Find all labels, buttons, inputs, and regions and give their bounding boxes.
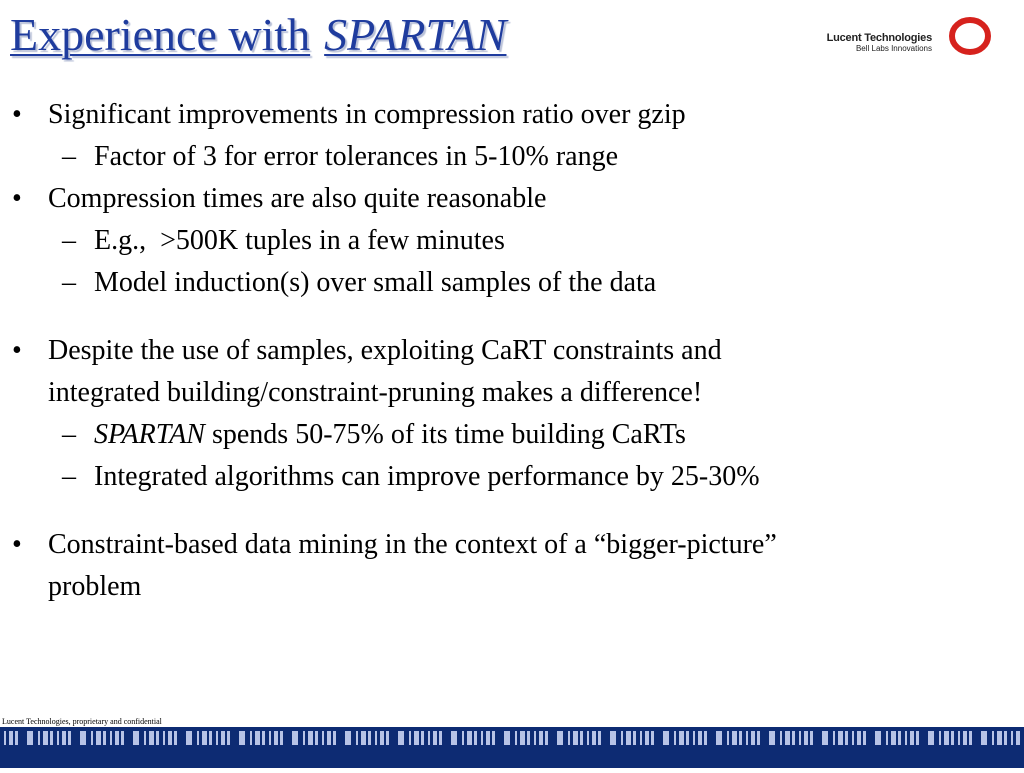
sub-bullet-text: spends 50-75% of its time building CaRTs	[204, 419, 686, 450]
bullet-marker: •	[12, 99, 22, 130]
bullet-text: Despite the use of samples, exploiting CaRT constraints and	[48, 335, 722, 366]
bullet-marker: •	[12, 335, 22, 366]
sub-bullet-text: Integrated algorithms can improve performance by 25-30%	[94, 461, 760, 492]
title-main: Experience with	[10, 9, 311, 60]
logo-text	[827, 33, 932, 53]
bullet-text: Compression times are also quite reasonable	[48, 183, 547, 214]
dash-marker: –	[62, 419, 76, 450]
dash-marker: –	[62, 267, 76, 298]
sub-bullet-text: E.g., >500K tuples in a few minutes	[94, 225, 505, 256]
dash-marker: –	[62, 141, 76, 172]
sub-bullet-item	[0, 136, 1024, 178]
bullet-marker: •	[12, 183, 22, 214]
bullet-text-cont: integrated building/constraint-pruning makes a difference!	[48, 377, 703, 408]
sub-bullet-emphasis: SPARTAN	[94, 419, 205, 450]
sub-bullet-text: Model induction(s) over small samples of the data	[94, 267, 657, 298]
logo-tagline: Bell Labs Innovations	[855, 43, 932, 53]
slide-body	[0, 94, 1024, 608]
sub-bullet-item	[0, 414, 1024, 456]
title-emphasis: SPARTAN	[324, 9, 507, 60]
bullet-item	[0, 524, 1024, 608]
bullet-text-cont: problem	[48, 571, 142, 602]
footer-confidential-text: Lucent Technologies, proprietary and confidential	[2, 717, 162, 726]
bullet-text: Constraint-based data mining in the context of a “bigger-picture”	[48, 529, 777, 560]
bullet-marker: •	[12, 529, 22, 560]
bullet-text: Significant improvements in compression ratio over gzip	[48, 99, 686, 130]
logo-name: Lucent Technologies	[826, 32, 932, 44]
sub-bullet-item	[0, 220, 1024, 262]
spacer	[0, 498, 1024, 524]
sub-bullet-item	[0, 456, 1024, 498]
sub-bullet-text: Factor of 3 for error tolerances in 5-10% range	[94, 141, 619, 172]
sub-bullet-item	[0, 262, 1024, 304]
bullet-item	[0, 94, 1024, 136]
bullet-item	[0, 330, 1024, 414]
bullet-item	[0, 178, 1024, 220]
dash-marker: –	[62, 225, 76, 256]
innovation-ring-icon	[942, 14, 994, 58]
barcode-stripes	[0, 727, 1024, 768]
slide-title	[10, 10, 506, 61]
dash-marker: –	[62, 461, 76, 492]
footer-band	[0, 727, 1024, 768]
lucent-logo	[818, 14, 994, 58]
spacer	[0, 304, 1024, 330]
